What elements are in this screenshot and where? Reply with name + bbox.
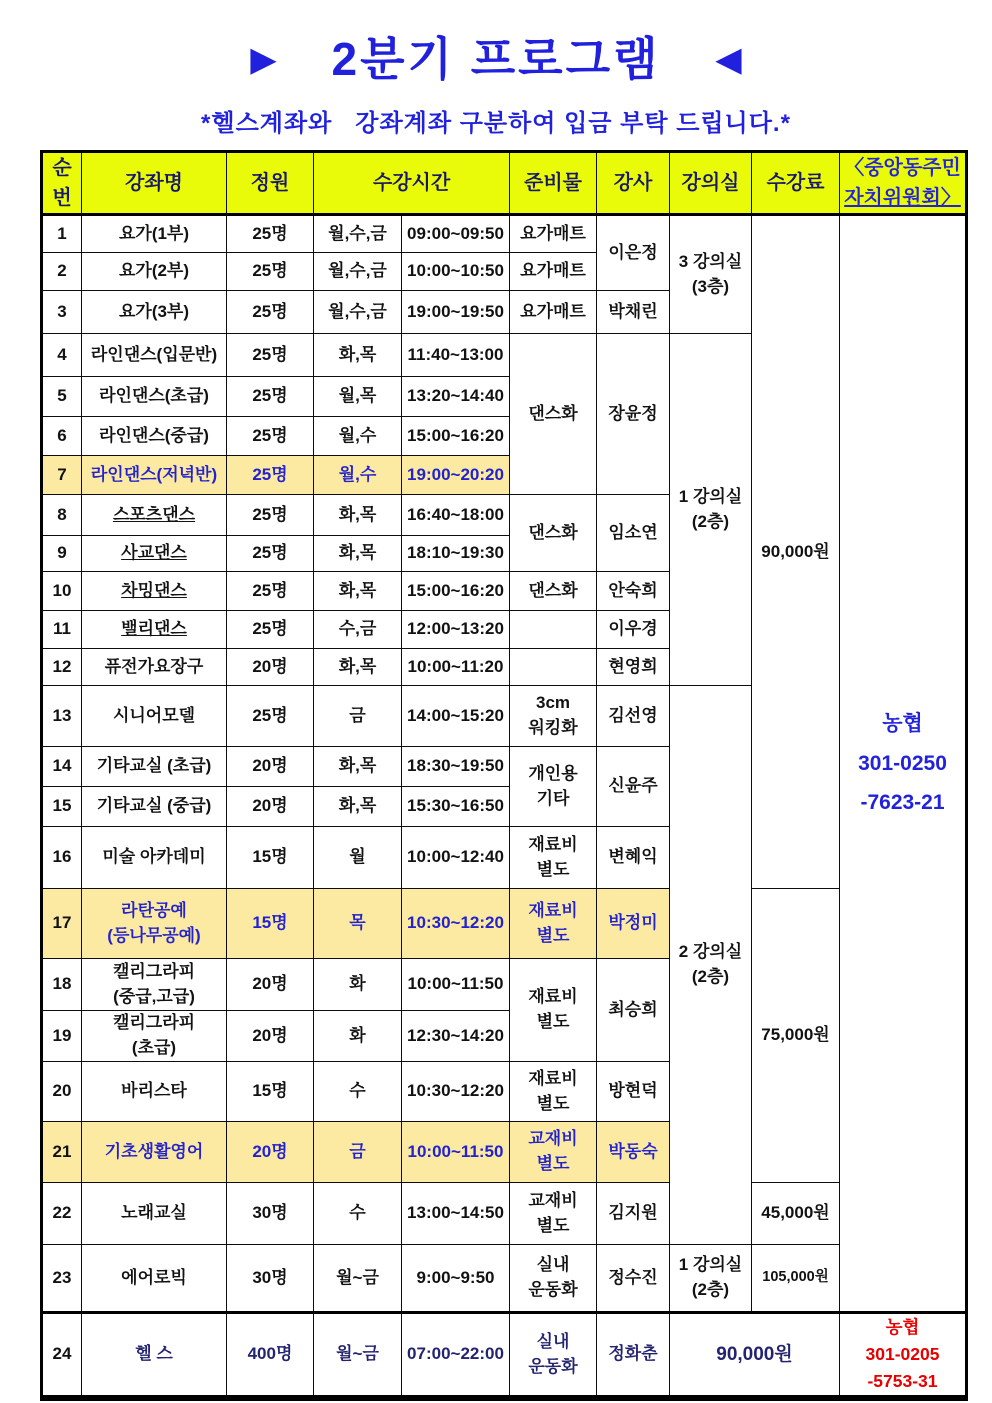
table-cell: 금 <box>314 686 402 747</box>
page-title-row <box>0 34 992 85</box>
table-cell: 수,금 <box>314 611 402 649</box>
table-cell: 25명 <box>227 456 314 495</box>
table-cell: 현영희 <box>597 649 670 686</box>
table-cell: 월,수,금 <box>314 215 402 253</box>
table-cell: 17 <box>42 889 82 959</box>
table-cell: 25명 <box>227 291 314 334</box>
table-cell: 변혜익 <box>597 827 670 889</box>
table-cell: 캘리그라피 (중급,고급) <box>82 959 227 1011</box>
table-cell: 요가(1부) <box>82 215 227 253</box>
table-cell: 실내 운동화 <box>510 1245 597 1313</box>
table-cell: 9:00~9:50 <box>402 1245 510 1313</box>
table-cell: 20명 <box>227 959 314 1011</box>
table-cell: 헬 스 <box>82 1313 227 1399</box>
table-cell: 15명 <box>227 827 314 889</box>
table-cell: 밸리댄스 <box>82 611 227 649</box>
col-header-committee: 〈중앙동주민 자치위원회〉 <box>840 152 967 215</box>
table-cell: 정화춘 <box>597 1313 670 1399</box>
table-cell: 월,수,금 <box>314 291 402 334</box>
table-cell: 6 <box>42 417 82 456</box>
table-cell: 수 <box>314 1062 402 1122</box>
table-cell: 3 강의실 (3층) <box>670 215 752 334</box>
table-cell: 09:00~09:50 <box>402 215 510 253</box>
col-header-no: 순 번 <box>42 152 82 215</box>
table-cell: 재료비 별도 <box>510 889 597 959</box>
table-cell: 10:00~12:40 <box>402 827 510 889</box>
table-cell: 25명 <box>227 377 314 417</box>
table-cell: 댄스화 <box>510 495 597 572</box>
col-header-room: 강의실 <box>670 152 752 215</box>
table-header-row <box>42 152 967 215</box>
table-cell: 1 강의실 (2층) <box>670 334 752 686</box>
program-schedule-table <box>40 150 968 1401</box>
table-cell: 요가매트 <box>510 291 597 334</box>
table-cell: 안숙희 <box>597 572 670 611</box>
table-cell: 2 강의실 (2층) <box>670 686 752 1245</box>
table-cell: 이은정 <box>597 215 670 291</box>
table-cell: 스포츠댄스 <box>82 495 227 536</box>
table-cell: 박동숙 <box>597 1122 670 1183</box>
table-cell: 23 <box>42 1245 82 1313</box>
table-cell: 라인댄스(중급) <box>82 417 227 456</box>
table-row <box>42 889 967 959</box>
table-cell: 22 <box>42 1183 82 1245</box>
left-triangle-icon: ◀ <box>716 41 742 78</box>
table-cell: 30명 <box>227 1245 314 1313</box>
table-cell: 바리스타 <box>82 1062 227 1122</box>
table-cell: 15:00~16:20 <box>402 417 510 456</box>
table-cell: 10 <box>42 572 82 611</box>
table-cell: 김선영 <box>597 686 670 747</box>
table-cell: 1 강의실 (2층) <box>670 1245 752 1313</box>
table-cell: 장윤정 <box>597 334 670 495</box>
table-cell: 요가매트 <box>510 215 597 253</box>
table-cell: 월~금 <box>314 1313 402 1399</box>
table-cell <box>510 649 597 686</box>
table-cell: 캘리그라피 (초급) <box>82 1011 227 1062</box>
table-cell: 20명 <box>227 1011 314 1062</box>
fee-aerobics: 105,000원 <box>752 1245 840 1313</box>
table-cell: 금 <box>314 1122 402 1183</box>
table-cell: 25명 <box>227 495 314 536</box>
table-cell: 20명 <box>227 787 314 827</box>
table-cell: 이우경 <box>597 611 670 649</box>
col-header-course: 강좌명 <box>82 152 227 215</box>
table-cell: 노래교실 <box>82 1183 227 1245</box>
table-cell: 월,수 <box>314 417 402 456</box>
col-header-supplies: 준비물 <box>510 152 597 215</box>
table-cell: 라인댄스(초급) <box>82 377 227 417</box>
table-cell: 15:00~16:20 <box>402 572 510 611</box>
table-cell: 19:00~19:50 <box>402 291 510 334</box>
table-cell: 20명 <box>227 747 314 787</box>
table-cell: 재료비 별도 <box>510 959 597 1062</box>
table-cell: 방현덕 <box>597 1062 670 1122</box>
table-cell: 7 <box>42 456 82 495</box>
table-cell: 수 <box>314 1183 402 1245</box>
table-cell: 김지원 <box>597 1183 670 1245</box>
table-cell: 25명 <box>227 686 314 747</box>
table-cell: 재료비 별도 <box>510 1062 597 1122</box>
table-cell: 12:30~14:20 <box>402 1011 510 1062</box>
table-cell: 4 <box>42 334 82 377</box>
table-cell: 10:30~12:20 <box>402 889 510 959</box>
table-cell: 3 <box>42 291 82 334</box>
table-cell: 화,목 <box>314 536 402 572</box>
col-header-capacity: 정원 <box>227 152 314 215</box>
table-cell: 사교댄스 <box>82 536 227 572</box>
account-number-courses: 농협 301-0250 -7623-21 <box>840 215 967 1313</box>
table-cell: 12:00~13:20 <box>402 611 510 649</box>
table-cell: 15 <box>42 787 82 827</box>
table-cell: 25명 <box>227 253 314 291</box>
table-cell: 20명 <box>227 1122 314 1183</box>
table-cell: 기초생활영어 <box>82 1122 227 1183</box>
table-cell: 화,목 <box>314 649 402 686</box>
table-cell: 개인용 기타 <box>510 747 597 827</box>
table-cell: 400명 <box>227 1313 314 1399</box>
col-header-fee: 수강료 <box>752 152 840 215</box>
table-cell: 14:00~15:20 <box>402 686 510 747</box>
table-cell: 댄스화 <box>510 572 597 611</box>
table-cell: 10:00~11:50 <box>402 959 510 1011</box>
table-cell: 라인댄스(저녁반) <box>82 456 227 495</box>
table-cell: 월 <box>314 827 402 889</box>
account-number-health: 농협 301-0205 -5753-31 <box>840 1313 967 1399</box>
table-cell: 12 <box>42 649 82 686</box>
table-cell: 화 <box>314 1011 402 1062</box>
table-cell: 11 <box>42 611 82 649</box>
table-cell: 15:30~16:50 <box>402 787 510 827</box>
table-cell: 18:30~19:50 <box>402 747 510 787</box>
table-cell: 화,목 <box>314 334 402 377</box>
table-cell: 화,목 <box>314 747 402 787</box>
table-cell: 월,목 <box>314 377 402 417</box>
table-cell: 30명 <box>227 1183 314 1245</box>
table-cell: 목 <box>314 889 402 959</box>
table-cell: 07:00~22:00 <box>402 1313 510 1399</box>
table-cell: 5 <box>42 377 82 417</box>
table-cell: 교재비 별도 <box>510 1183 597 1245</box>
table-row <box>42 1313 967 1399</box>
table-row <box>42 1245 967 1313</box>
fee-courses-main: 90,000원 <box>752 215 840 889</box>
table-cell: 25명 <box>227 215 314 253</box>
table-cell: 댄스화 <box>510 334 597 495</box>
table-cell: 9 <box>42 536 82 572</box>
page-title: 2분기 프로그램 <box>331 33 661 85</box>
right-triangle-icon: ▶ <box>250 41 276 78</box>
table-cell: 10:30~12:20 <box>402 1062 510 1122</box>
table-cell: 월,수 <box>314 456 402 495</box>
table-cell: 2 <box>42 253 82 291</box>
fee-health: 90,000원 <box>670 1313 840 1399</box>
page-subtitle: *헬스계좌와 강좌계좌 구분하여 입금 부탁 드립니다.* <box>201 110 791 137</box>
table-cell: 화,목 <box>314 572 402 611</box>
table-cell: 20 <box>42 1062 82 1122</box>
table-cell: 15명 <box>227 1062 314 1122</box>
table-cell: 라인댄스(입문반) <box>82 334 227 377</box>
table-cell: 재료비 별도 <box>510 827 597 889</box>
table-cell: 임소연 <box>597 495 670 572</box>
table-cell: 25명 <box>227 334 314 377</box>
table-cell: 24 <box>42 1313 82 1399</box>
col-header-instructor: 강사 <box>597 152 670 215</box>
col-header-time: 수강시간 <box>314 152 510 215</box>
table-cell: 10:00~11:20 <box>402 649 510 686</box>
table-row <box>42 215 967 253</box>
table-cell: 10:00~10:50 <box>402 253 510 291</box>
table-cell: 요가매트 <box>510 253 597 291</box>
table-cell: 21 <box>42 1122 82 1183</box>
table-cell: 화,목 <box>314 787 402 827</box>
table-cell: 3cm 워킹화 <box>510 686 597 747</box>
table-cell: 14 <box>42 747 82 787</box>
table-cell: 기타교실 (중급) <box>82 787 227 827</box>
table-cell: 요가(3부) <box>82 291 227 334</box>
table-cell <box>510 611 597 649</box>
table-cell: 25명 <box>227 572 314 611</box>
table-cell: 19 <box>42 1011 82 1062</box>
table-cell: 13:20~14:40 <box>402 377 510 417</box>
table-cell: 최승희 <box>597 959 670 1062</box>
table-cell: 실내 운동화 <box>510 1313 597 1399</box>
table-cell: 교재비 별도 <box>510 1122 597 1183</box>
table-cell: 13:00~14:50 <box>402 1183 510 1245</box>
table-cell: 화 <box>314 959 402 1011</box>
table-cell: 25명 <box>227 417 314 456</box>
table-cell: 라탄공예 (등나무공예) <box>82 889 227 959</box>
table-cell: 시니어모델 <box>82 686 227 747</box>
table-cell: 화,목 <box>314 495 402 536</box>
table-cell: 박채린 <box>597 291 670 334</box>
table-cell: 차밍댄스 <box>82 572 227 611</box>
table-cell: 18 <box>42 959 82 1011</box>
fee-crafts: 75,000원 <box>752 889 840 1183</box>
table-cell: 신윤주 <box>597 747 670 827</box>
table-cell: 1 <box>42 215 82 253</box>
table-cell: 10:00~11:50 <box>402 1122 510 1183</box>
table-cell: 16:40~18:00 <box>402 495 510 536</box>
table-cell: 25명 <box>227 611 314 649</box>
table-cell: 요가(2부) <box>82 253 227 291</box>
table-cell: 기타교실 (초급) <box>82 747 227 787</box>
table-cell: 15명 <box>227 889 314 959</box>
table-cell: 에어로빅 <box>82 1245 227 1313</box>
table-cell: 월~금 <box>314 1245 402 1313</box>
table-cell: 미술 아카데미 <box>82 827 227 889</box>
table-cell: 18:10~19:30 <box>402 536 510 572</box>
table-cell: 퓨전가요장구 <box>82 649 227 686</box>
table-cell: 박정미 <box>597 889 670 959</box>
table-row <box>42 1183 967 1245</box>
table-body <box>42 215 967 1399</box>
table-cell: 정수진 <box>597 1245 670 1313</box>
table-cell: 월,수,금 <box>314 253 402 291</box>
table-cell: 16 <box>42 827 82 889</box>
table-cell: 20명 <box>227 649 314 686</box>
table-cell: 8 <box>42 495 82 536</box>
table-cell: 19:00~20:20 <box>402 456 510 495</box>
table-cell: 25명 <box>227 536 314 572</box>
table-cell: 11:40~13:00 <box>402 334 510 377</box>
fee-singing: 45,000원 <box>752 1183 840 1245</box>
table-cell: 13 <box>42 686 82 747</box>
